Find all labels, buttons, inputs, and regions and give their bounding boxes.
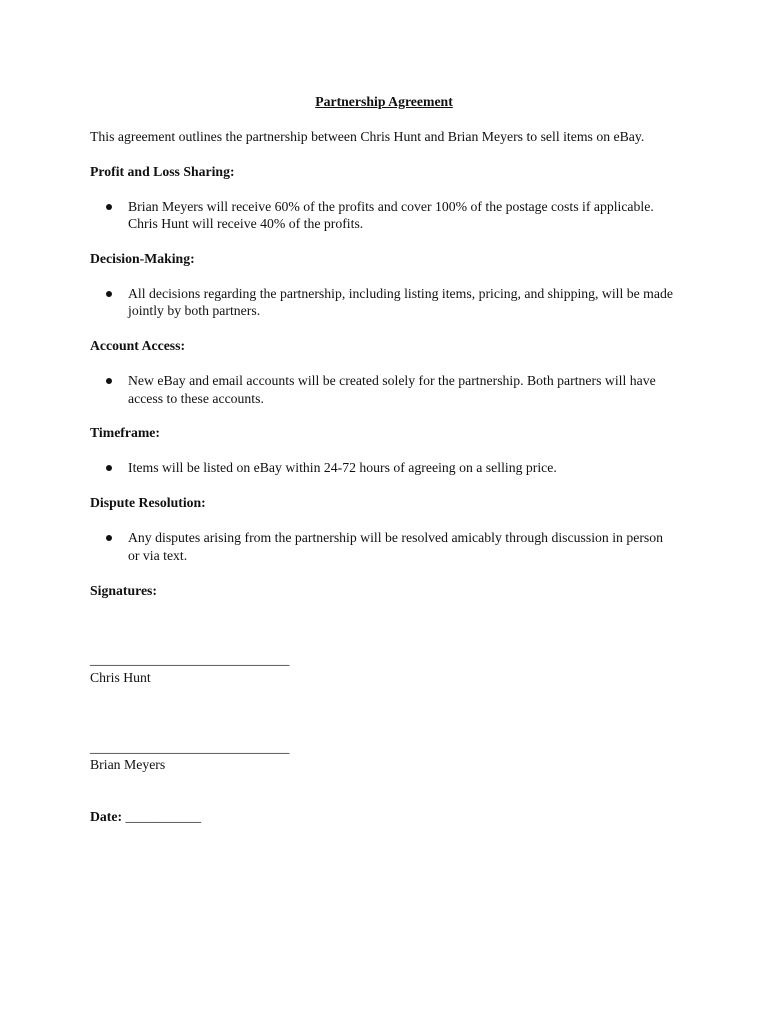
bullet-text: New eBay and email accounts will be created solely for the partnership. Both partners will have access to these accounts.: [128, 373, 656, 406]
signature-block-chris-hunt: [90, 651, 678, 686]
signature-line: _____________________________: [90, 739, 290, 755]
intro-paragraph: This agreement outlines the partnership between Chris Hunt and Brian Meyers to sell items on eBay.: [90, 128, 645, 144]
section-heading-account-access: Account Access:: [90, 338, 186, 354]
signer-name: Brian Meyers: [90, 757, 166, 772]
bullet-text: Any disputes arising from the partnership will be resolved amicably through discussion in person or via text.: [128, 530, 664, 563]
signatures-heading: Signatures:: [90, 582, 157, 598]
section-heading-dispute-resolution: Dispute Resolution:: [90, 495, 206, 511]
agreement-body: [90, 93, 678, 826]
bullet-text: All decisions regarding the partnership, including listing items, pricing, and shipping, will be made jointly by both partners.: [128, 285, 673, 319]
document-title: Partnership Agreement: [315, 94, 453, 109]
bullet-item-account-access: [90, 372, 676, 407]
signature-line: _____________________________: [90, 652, 290, 668]
bullet-item-profit-loss: [90, 198, 676, 233]
section-heading-decision-making: Decision-Making:: [90, 251, 195, 267]
section-heading-timeframe: Timeframe:: [90, 425, 160, 441]
bullet-icon: [106, 204, 112, 210]
date-line: ___________: [125, 809, 202, 825]
bullet-icon: [106, 378, 112, 384]
signature-block-brian-meyers: [90, 739, 678, 774]
date-row: [90, 808, 678, 825]
section-heading-profit-loss: Profit and Loss Sharing:: [90, 163, 235, 179]
signer-name: Chris Hunt: [90, 669, 151, 685]
bullet-icon: [106, 535, 112, 541]
bullet-text: Items will be listed on eBay within 24-72 hours of agreeing on a selling price.: [128, 460, 557, 476]
bullet-item-dispute-resolution: [90, 529, 676, 564]
bullet-icon: [106, 291, 112, 297]
bullet-item-timeframe: [90, 459, 676, 476]
date-label: Date:: [90, 809, 123, 825]
bullet-text: Brian Meyers will receive 60% of the profits and cover 100% of the postage costs if applicable. Chris Hunt will receive 40% of the profits.: [128, 198, 654, 232]
bullet-item-decision-making: [90, 285, 676, 320]
bullet-icon: [106, 465, 112, 471]
